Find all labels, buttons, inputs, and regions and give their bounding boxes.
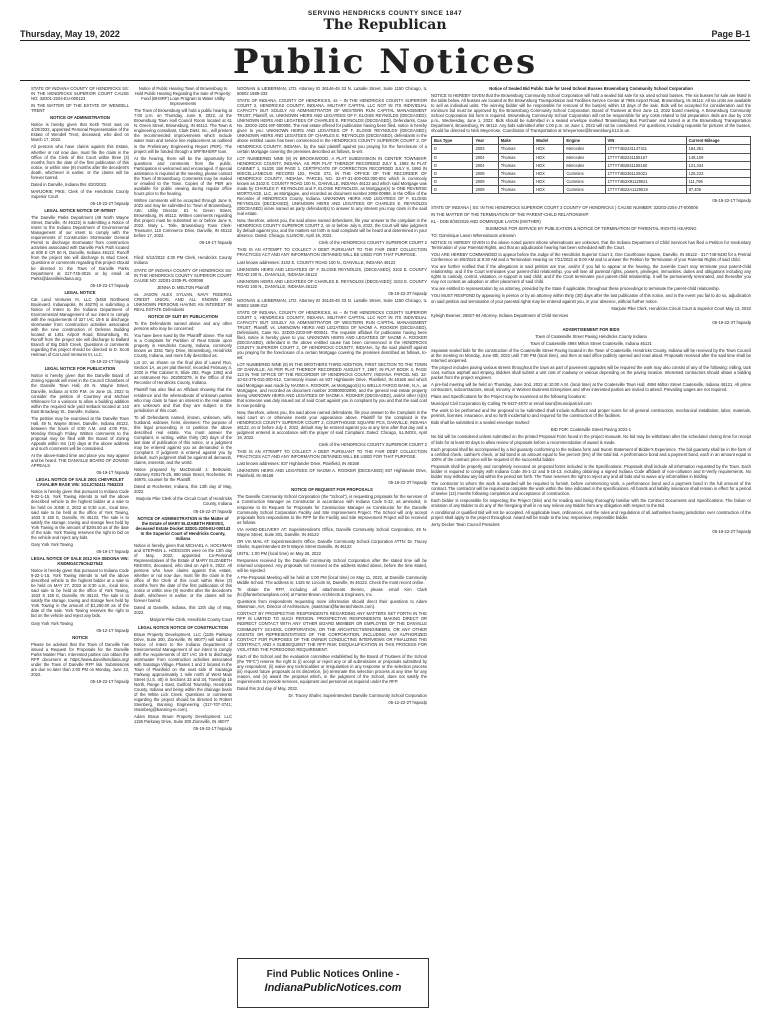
notice-paragraph: THIS IS AN ATTEMPT TO COLLECT A DEBT PURSUANT TO THE FAIR DEBT COLLECTION PRACTICES ACT AND ANY INFORMATION OBTAINED WILL BE USED FOR THAT PURPOSE. — [237, 449, 427, 460]
notice-paragraph: Each bidder is responsible for inspecting the Project (Site) and for reading and being thoroughly familiar with the Contract Documents and Specifications. The failure or omission of any Bidder to do any of the foregoing shall in no way relieve any Bidder from any obligation with respect to the Bid. — [431, 498, 751, 509]
notice-paragraph: A pre-bid meeting will be held on Thursday, June 2nd, 2022 at 10:00 A.M. (local time) at the Coatesville Town Hall, 4994 Milton Street Coatesville, Indiana 46121. All prime contractors, subcontractors, small, minority or Women Business Enterprises and other interested parties are invited to attend. Prevailing wages are not required. — [431, 382, 751, 393]
column-3 — [237, 86, 427, 1006]
bus-table-column-header: Year — [473, 137, 498, 145]
table-cell: D — [432, 161, 473, 169]
notice-paragraph: The Town of Brownsburg will hold a public hearing at 7:00 p.m. on Thursday, June 9, 2022, at the Brownsburg Town Hall Council Room located at 61 N. Green Street, Brownsburg, IN 46112. The Town is engineering consultant, Clark Dietz, Inc., will present the recommended improvements which include water main and service line replacement as outlined in the Preliminary Engineering Report (PER). The project will be funded through a SRF/BHSRF loan. — [134, 108, 232, 154]
notice-signature: 05-19-22-3T hspaxlp — [388, 290, 427, 296]
notice-paragraph: Dated this 2nd day of May, 2022. — [237, 686, 299, 692]
ad-website-link[interactable]: IndianaPublicNotices.com — [264, 982, 402, 994]
notice-paragraph: To all Defendants named, known, unknown, wife, husband, widower, heirs, devisees: The purpose of this legal proceeding is to partition the above described real estate. You must answer the Complaint, in writing, within thirty (30) days of the last date of publication of this notice, or a judgment may be entered against you as demanded in the Complaint. If judgment is entered against you by default, such judgment shall be against all demands, claims, interests, and the world. — [134, 414, 232, 466]
table-cell: 184,361 — [686, 145, 750, 153]
notice-heading: NOTICE OF SUIT BY PUBLICATION — [148, 313, 218, 319]
table-row — [432, 145, 751, 153]
notice-heading: ADVERTISEMENT FOR BIDS — [562, 326, 620, 332]
notice-paragraph: You are entitled to representation by an attorney, provided by the State if applicable, throughout these proceedings to terminate the parent-child relationship. — [431, 286, 720, 292]
notice-paragraph: Gary York York Towing — [31, 620, 73, 626]
notice-paragraph: Last known addresses: 3102 E. COUNTY ROAD 100 N., DANVILLE, INDIANA 46122 — [237, 259, 396, 265]
notice-paragraph: Lot 10, as shown on the final plat of Laurel Run, Section 1A, as per plat thereof, recorded February 4, 2020 in Plat Cabinet 8, Slide 282, Page 136Q and as Instrument No. 202000279, in the Office of the Recorder of Hendricks County, Indiana. — [134, 360, 232, 386]
notice-paragraph: Notice prepared by MacDonald J. Berkowitz, Attorney #29175-25, 890 Main Street, Rochester, IN 46975, counsel for the Plaintiff. — [134, 467, 232, 483]
table-cell: 2008 — [473, 169, 498, 177]
notice-paragraph: Town of Coatesville 4994 Milton Street Coatesville, Indiana 46121 — [530, 340, 652, 346]
notice-paragraph: Kyleigh Beamer, 28827-64 Attorney, Indiana Department of Child Services — [431, 312, 569, 318]
column-1 — [31, 86, 129, 1006]
notice-paragraph: STATE OF INDIANA COUNTY OF HENDRICKS SS: IN THE HENDRICKS SUPERIOR COURT CAUSE NO: 32D01-2204-EU-000123 — [31, 86, 129, 102]
notice-paragraph: KL - DOB 8/30/2019 AND DOMINIQUE LAVON (MOTHER) — [431, 218, 541, 224]
table-cell: 1T7YT4B22A1129019 — [605, 185, 686, 193]
table-cell: 111,796 — [686, 177, 750, 185]
notice-paragraph: Notice is hereby given that pursuant to Indiana Code 9-22-1-15, York Towing intends to sell the above described vehicle to the highest bidder at a sale to be held on JUNE 3, 2022 at 8:30 a.m., local time, said sale to be held at the office of York Towing, 1633 S 150 E, Danville, IN 46122. The sale is to satisfy the storage, towing and storage fees held by York Towing in the amount of $294.50 as of the date of the sale. York Towing reserves the right to bid on the vehicle and reject any bids. — [31, 489, 129, 540]
header-rule-top — [20, 40, 750, 41]
notice-paragraph: Last known addresses: 837 Highlander Drive, Plainfield, IN 46168 — [237, 461, 359, 467]
notice-paragraph: OR VIA MAIL AT: Superintendent's Office, Danville Community School Corporation ATTN: Dr. Tracey Shafer, Superintendent 49 N Wayne Street Danville, IN 46122 — [237, 538, 427, 549]
notice-signature: Marjorie Pike Clerk, Hendricks County Court — [149, 617, 232, 623]
notice-paragraph: Notice is hereby given that MICHAEL A. HOCHMAN and STEPHEN L. HODGSON were on the 12th day of May, 2022, appointed Co-Personal Representatives of the Estate of MARY ELIZABETH REEVES, deceased, who died on April 6, 2022. All persons who have claims against this estate, whether or not now due, must file the claim in the office of the Clerk of this court within three (3) months from the date of the first publication of this notice or within nine (9) months after the decedent's death, whichever is earlier, or the claims will be forever barred. — [134, 542, 232, 604]
notice-paragraph: LOT NUMBERED NINE (9) IN BROOKWOOD, A PLAT SUBDIVISION IN CENTER TOWNSHIP, HENDRICKS COUNTY, INDIANA, AS PER PLAT THEREOF RECORDED JULY 8, 1992 IN PLAT CABINET 1, SLIDE 158 PAGE 1. CERTIFICATE OF CORRECTION RECORDED JULY 8, 1992 IN MISCELLANEOUS RECORD 102, PAGE 373, IN THE OFFICE OF THE RECORDER OF HENDRICKS COUNTY, INDIANA. PARCEL NO. 32-07-31-400-002.000-002 which is commonly known as 3102 E. COUNTY ROAD 100 N., DANVILLE, INDIANA 46122 and which said Mortgage was made by CHARLES F. REYNOLDS and F. ELOISE REYNOLDS, as Mortgagor(s) to ONE REVERSE MORTGAGE, LLC, as Mortgagee, and recorded as document number 2008-00989, in the Office of the Recorder of HENDRICKS County, Indiana. UNKNOWN HEIRS AND LEGATEES OF F. ELOISE REYNOLDS (DECEASED); UNKNOWN HEIRS AND LEGATEES OF CHARLES E. REYNOLDS (DECEASED) is/are named as party defendant(s) to answer to any interest you may claim in the said real estate. — [237, 155, 427, 217]
newspaper-name: The Republican — [323, 17, 447, 33]
notice-signature: 05-19-1T hspaxlp — [96, 470, 129, 476]
bus-table — [431, 136, 751, 193]
bus-table-column-header: Model — [534, 137, 564, 145]
table-cell: 2009 — [473, 185, 498, 193]
notice-paragraph: UNKNOWN HEIRS AND LEGATEES OF F. ELOISE REYNOLDS, (DECEASED); 3102 E. COUNTY ROAD 100 N., DANVILLE, INDIANA 46122 — [237, 266, 427, 277]
notice-signature: Clerk of the HENDRICKS COUNTY SUPERIOR COURT 2 — [318, 442, 427, 448]
notice-paragraph: Notice is hereby given that Keith Trent was on 4/20/2022, appointed Personal Representative of the Estate of Wendell Trent, deceased, who died on March 17, 2022. — [31, 122, 129, 143]
notice-signature: 05-19-22-2T hspaxlp — [712, 529, 751, 535]
notice-paragraph: Gary York York Towing — [31, 541, 73, 547]
notice-paragraph: IN THE MATTER OF THE TERMINATION OF THE PARENT-CHILD RELATIONSHIP: — [431, 211, 590, 217]
notice-paragraph: Notice is hereby given that the Danville Board of Zoning Appeals will meet in the Council Chambers of the Danville Town Hall, 49 N. Wayne Street, Danville, Indiana at 6:00 P.M. on June 15, 2022 to consider the petition of Courtney and Michael Whiteacre for a variance to allow a building addition within the required side yard setback located at 143 East Broadway St., Danville, Indiana. — [31, 373, 129, 414]
table-cell: Thomas — [498, 177, 533, 185]
table-cell: 2003 — [473, 145, 498, 153]
notice-signature: 05-12-1T hspaxlp — [96, 627, 129, 633]
notice-signature: 05-19-22-1T hspaxlp — [193, 726, 232, 732]
notice-paragraph: The project includes paving various streets throughout the town as part of pavement upgrades will be required the work may also consist of any of the following: milling, tack coat, surface asphalt and striping. Bidders shall submit a unit cost of roadway or various depending on the paving location. Interested contractors should obtain a bidding packet from the project engineer. — [431, 364, 751, 381]
notice-paragraph: VIA HAND-DELIVERY AT: Superintendent's Office, Danville Community School Corporation, 49 N. Wayne Street, Suite 301, Danville, IN 46122 — [237, 526, 427, 537]
notice-paragraph: NOTICE IS HEREBY GIVEN that the Brownsburg Community School Corporation will hold a sealed bid sale for six used school busses. The six busses for sale are listed in the table below. All busses are located at the Brownsburg Transportation and Facilities Service Center at 7955 Airport Road, Brownsburg, IN 46112. All six units are available to sell as individual units. The winning bidder will be responsible for removal of the bus(es) within 10 days of the sale. Bids will be accepted for consideration and the minimum bid must be approved by the Brownsburg Community School Corporation, Board of Trustees at their June 13, 2022 board meeting. A Brownsburg Community School Corporation bid form is required. Brownsburg Community School Corporation will not be responsible for any costs related to bid preparation. Bids are due by 1:00 p.m., Wednesday, June 1, 2022. Bids should be submitted in a sealed envelope marked 'Brownsburg Bus Purchase' and turned in at the Brownsburg Transportation Department, Brownsburg, IN 46112. Any bids submitted after 1:00 p.m. on June 1, 2022 will not be considered. For questions, including requests for pictures of the busses, should be directed to Nick Meyerrose, Coordinator of Transportation at nmeyerrose@brownsburg.k12.in.us. — [431, 93, 751, 134]
notice-paragraph: Filed: 5/12/2022 4:30 PM Clerk, Hendricks County Indiana — [134, 255, 232, 266]
notice-paragraph: CONTACT BY PROSPECTIVE RESPONDENTS REGARDING ANY MATTERS SET FORTH IN THE RFP IS LIMITED TO SUCH PERSON. PROSPECTIVE RESPONDENTS MAKING DIRECT OR INDIRECT CONTACT WITH ANY OTHER BOARD MEMBER OR EMPLOYEE OF THE DANVILLE COMMUNITY SCHOOL CORPORATION, OR THE ARCHITECTS/ENGINEERS, OR ANY OTHER AGENTS OR REPRESENTATIVES OF THE CORPORATION, INCLUDING ANY AUTHORIZED CONTACT FOR PURPOSES OF THE OWNER CONDUCTING INTERVIEWS OR FINALIZING THE CONTRACT, AND A SUBSEQUENT THE RFP RISK DISQUALIFICATION IN THIS PROCESS FOR VIOLATING THE FOREGOING REQUIREMENT. — [237, 611, 427, 652]
notice-signature: 05-19-22-3T hspaxlp — [712, 319, 751, 325]
notice-paragraph: To obtain the RFP, including all attachments thereto, please email Kim Clark (kc@fanterbrownplans.com) at Fanter-Brown Architects & Engineers, Inc. — [237, 587, 427, 598]
notice-paragraph: LOT NUMBERED NINE (9) IN THE BROTHERS THIRD ADDITION, FIRST SECTION TO THE TOWN OF DANVILLE, AS PER PLAT THEREOF RECORDED AUGUST 7, 1967, IN PLAT BOOK 4, PAGE 113 IN THE OFFICE OF THE RECORDER OF HENDRICKS COUNTY, INDIANA. PARCEL NO. 32-10-02-276-010.000-012. Commonly known as 837 Highlander Drive, Plainfield, IN 46168 and which said Mortgage was made by NAOMI A. ROOKER, as Mortgagor(s) to WELLS FARGO BANK, N.A., as Mortgagee, and recorded as document number 200800002890, and the general real estate property being UNKNOWN HEIRS AND LEGATEES OF NAOMI A. ROOKER (DECEASED), and/or other (s)(s) that someone was duly issued out of said Court against you in complaint by you and that the said cost is now pending. — [237, 362, 427, 408]
spacer — [134, 247, 232, 253]
notice-paragraph: NOONAN & LIEBERMAN, LTD. Attorney ID 36146-49 33 N. LaSalle Street, Suite 1150 Chicago, IL 60602 1689-333 — [237, 86, 427, 97]
notice-heading: NOTICE — [72, 634, 88, 640]
notice-paragraph: STATE OF INDIANA, COUNTY OF HENDRICKS, ss -- IN THE HENDRICKS COUNTY SUPERIOR COURT 2, HENDRICKS COUNTY, INDIANA. MILITARY CAPITAL LLC NOT IN ITS INDIVIDUAL CAPACITY BUT SOLELY AS ADMINISTRATOR OF WESTERN RUN CAPITAL MANAGEMENT TRUST, Plaintiff, vs. UNKNOWN HEIRS AND LEGATEES OF F. ELOISE REYNOLDS (DECEASED); UNKNOWN HEIRS AND LEGATEES OF CHARLES E. REYNOLDS (DECEASED), Defendants, Case No. 32D02-2201-MF-000006. The real estate offered for publication having been filed, notice is hereby given to you: UNKNOWN HEIRS AND LEGATEES OF F. ELOISE REYNOLDS (DECEASED); UNKNOWN HEIRS AND LEGATEES OF CHARLES E. REYNOLDS (DECEASED), defendants in the above entitled cause has been commenced in the HENDRICKS COUNTY SUPERIOR COURT 2, OF HENDRICKS COUNTY, INDIANA, by the said plaintiff against you praying for the foreclosure of a certain Mortgage covering the premises described as follows, to-wit: — [237, 98, 427, 154]
page-header — [0, 0, 770, 80]
notice-heading: LEGAL NOTICE — [64, 289, 96, 295]
table-cell: D — [432, 169, 473, 177]
table-cell: HDX — [534, 177, 564, 185]
table-cell: D — [432, 177, 473, 185]
notice-paragraph: JENNA D. MELTON Plaintiff — [157, 284, 209, 290]
table-cell: HDX — [534, 185, 564, 193]
section-title: Public Notices — [232, 42, 538, 82]
column-4-notices — [431, 198, 751, 535]
notice-paragraph: Bids shall be submitted in a sealed envelope marked: — [431, 420, 530, 426]
table-cell: 1T7YT4B2841158160 — [605, 161, 686, 169]
notice-paragraph: UNKNOWN HEIRS AND LEGATEES OF NAOMI A. ROOKER (DECEASED) 837 Highlander Drive, Plainfield, IN 46168 — [237, 468, 427, 479]
notice-paragraph: The Danville Community School Corporation (the "School"), is requesting proposals for the services of a Construction Manager as Constructor in accordance with Indiana Code 5-32, as amended, in response to its Request for Proposals for Construction Manager as Constructor for the Danville Community School Corporation Facility and Site Improvement Project. The School will only accept proposals from respondents to the RFP for the Facility and Site Improvement Project will be received as follows. — [237, 494, 427, 525]
notice-paragraph: Braun Property Development, LLC (1155 Parkway Drive, Suite 300, Zionsville, IN 46077) will submit a Notice of Intent to the Indiana Department of Environmental Management of our intent to comply with the requirements of 327 IAC 15-5 to discharge stormwater from construction activities associated with Saratoga Village, Phases 1 and 2 located in the Town of Plainfield on the east side of Saratoga Parkway approximately 1 mile north of West Main Street (U.S. 40) in Sections 33 and 34, Township 15 North, Range 1 East, Guilford Township, Hendricks County, Indiana and being within the drainage basin of the White Lick Creek. Questions or comments regarding the project should be directed to Robert Steinberg, Banning Engineering (317-707-3741; rsteinberg@banning-ei.com). — [134, 631, 232, 713]
bus-table-column-header: Bus Type — [432, 137, 473, 145]
notice-paragraph: TO: Dominique Lavon Whereabouts unknown — [431, 232, 516, 238]
notice-signature: 05-12-22-2T hspaxlp — [388, 700, 427, 706]
notice-heading: NOTICE OF REQUEST FOR PROPOSALS — [291, 487, 373, 493]
notice-paragraph: YOU MUST RESPOND by appearing in person or by an attorney within thirty (30) days after the last publication of this notice, and in the event you fail to do so, adjudication on said petition and termination of your parental rights may be entered against you, in your absence, without further notice. — [431, 293, 751, 304]
notice-signature: 05-19-22-2T hspaxlp — [90, 200, 129, 206]
notice-paragraph: Adam Braun Braun Property Development, LLC 1155 Parkway Drive, Suite 300 Zionsville, IN 46077 — [134, 714, 232, 725]
table-cell: Thomas — [498, 185, 533, 193]
notice-paragraph: You have been sued by the 'Plaintiff' above. The suit is a Complaint for Partition of Real Estate upon property in Hendricks County, Indiana, commonly known as 3261 Tarry Drive, Brownsburg, Hendricks County, Indiana, and more fully described as: — [134, 333, 232, 359]
notice-paragraph: Now, therefore, unless you, the said above named defendants, file your answer to the complaint in the HENDRICKS COUNTY SUPERIOR COURT 2, on or before July 6, 2022, the Court will take judgment by default against you, and the matters set forth in said complaint will be heard and determined in your absence. Dated: Chicago, ILLINOIS, April 19, 2022. — [237, 218, 427, 239]
notice-signature: Marjorie Pike Clerk, Hendricks Circuit Court & Superior Court May 13, 2022 — [611, 305, 751, 311]
notice-signature: 05-19-22-3T hspaxlp — [388, 480, 427, 486]
notice-paragraph: Separate sealed bids for the construction of the Coatesville Street Paving located in the Town of Coatesville, Hendricks County, Indiana will be received by the Town Council at the meeting on Monday, June 6th, 2022 until 7:00 PM (local time), and then at said office publicly opened and read aloud. Proposals received after the said time shall be returned unopened. — [431, 347, 751, 363]
table-cell: 121,434 — [686, 161, 750, 169]
table-cell: Thomas — [498, 153, 533, 161]
notice-signature: 05-19-22-1T hspaxlp — [90, 359, 129, 365]
table-row — [432, 153, 751, 161]
notice-paragraph: STATE OF INDIANA COUNTY OF HENDRICKS SS: IN THE HENDRICKS COUNTY SUPERIOR COURT CAUSE NO: 32D01-2205-PL-000098 — [134, 267, 232, 283]
header-rule-bottom — [20, 80, 750, 81]
notice-paragraph: To the Defendants named above and any other persons who may be concerned: — [134, 320, 232, 331]
notice-paragraph: STATE OF INDIANA ) SS: IN THE HENDRICKS SUPERIOR COURT 3 COUNTY OF HENDRICKS ) CAUSE NUMBER: 32D03-2204-JT-000006 — [431, 204, 698, 210]
notice-heading: LEGAL NOTICE OF SALE 2001 CHEVROLET CAVALIER BASE VIN: 1G1JC52411 7563223 — [36, 477, 124, 488]
column-4 — [431, 86, 751, 1006]
table-row — [432, 161, 751, 169]
table-cell: 148,109 — [686, 153, 750, 161]
bus-table-column-header: Engine — [564, 137, 605, 145]
notice-paragraph: Notice is hereby given that pursuant to Indiana Code 9-22-1-15, York Towing intends to sell the above described vehicle to the highest bidder at a sale to be held on MAY 27, 2022 at 8:30 a.m., local time, said sale to be held at the office of York Towing, 1633 S 150 E, Danville, IN 46122. The sale is to satisfy the storage, towing and storage fees held by York Towing in the amount of $1,250.00 as of the date of the sale. York Towing reserves the right to bid on the vehicle and reject any bids. — [31, 568, 129, 619]
notice-paragraph: SUMMONS FOR SERVICE BY PUBLICATION & NOTICE OF TERMINATION OF PARENTAL RIGHTS HEARING — [485, 225, 697, 231]
table-cell: Thomas — [498, 161, 533, 169]
notice-paragraph: The contractor to whom the work is awarded will be required to furnish, before commencing work, a performance bond and a payment bond in the full amount of the contract. The contractor will be required to complete the work within the time indicated in the specifications. All bonds and liability insurance shall remain in effect for a period of twelve (12) months following completion and acceptance of construction. — [431, 480, 751, 496]
notice-signature: 05-19-22-1T hspaxlp — [90, 282, 129, 288]
notice-paragraph: UNKNOWN HEIRS AND LEGATEES OF CHARLES E. REYNOLDS (DECEASED); 3102 E. COUNTY ROAD 100 N., DANVILLE, INDIANA 46122 — [237, 278, 427, 289]
notice-paragraph: Dated in Danville, Indiana this 4/20/2022. — [31, 181, 108, 187]
table-row — [432, 169, 751, 177]
online-notices-ad[interactable] — [237, 958, 429, 1008]
notice-paragraph: Responses received by the Danville Community School Corporation after the stated time will be returned unopened. Any proposals not received at the address stated above, before the time stated, will be rejected. — [237, 557, 427, 574]
issue-date: Thursday, May 19, 2022 — [20, 29, 120, 39]
notice-paragraph: NOONAN & LIEBERMAN, LTD. Attorney ID 36145-49 33 N. LaSalle Street, Suite 1150 Chicago, IL 60602 1689-312 — [237, 297, 427, 308]
notice-paragraph: Notice of Public Hearing Town of Brownsburg to Hold Public Hearing Regarding the Sale of Property: Fund (BHSRF) Loan Program to Water Utility Improvements — [134, 86, 232, 107]
notice-signature: 05-19-22-1T hspaxlp — [712, 197, 751, 203]
bus-table-body — [432, 145, 751, 193]
notice-heading: LEGAL NOTICE FOR PUBLICATION — [44, 366, 116, 372]
notice-paragraph: NOTICE IS HEREBY GIVEN to the above noted parent whose whereabouts are unknown, that the Indiana Department of Child Services has filed a Petition for Involuntary Termination of your Parental Rights, and that an adjudication hearing has been scheduled with the Court. — [431, 240, 751, 251]
table-cell: Mercedes — [564, 145, 605, 153]
table-cell: D — [432, 145, 473, 153]
notice-paragraph: Dated at Rochester, Indiana, this 13th day of May, 2022. — [134, 484, 232, 495]
table-cell: 1T7YT4B2361126021 — [605, 169, 686, 177]
bus-table-column-header: VIN — [605, 137, 686, 145]
notice-paragraph: All persons who have claims against this Estate, whether or not now due, must file the claim in the Office of the Clerk of this Court within three (3) months from the date of the first publication of this notice, or within nine (9) months after the decedent's death, whichever is earlier, or the claims will be forever barred. — [31, 144, 129, 180]
notice-signature: 05-19-1T hspaxlp — [96, 548, 129, 554]
table-cell: HDX — [534, 169, 564, 177]
table-cell: HDX — [534, 145, 564, 153]
notice-paragraph: THIS IS AN ATTEMPT TO COLLECT A DEBT PURSUANT TO THE FAIR DEBT COLLECTION PRACTICES ACT AND ANY INFORMATION OBTAINED WILL BE USED FOR THAT PURPOSE. — [237, 247, 427, 258]
notice-paragraph: UNTIL: 1:00 PM (local time) on May 26, 2022 — [237, 550, 322, 556]
column-2 — [134, 86, 232, 1006]
bus-table-column-header: Current Mileage — [686, 137, 750, 145]
table-cell: 87,405 — [686, 185, 750, 193]
table-cell: 1T7YT4B2431147311 — [605, 145, 686, 153]
notice-paragraph: A Pre-Proposal Meeting will be held at 1:00 PM (local time) on May 11, 2022, at Danville Community Middle School. The address is: 1425 W. Lincoln St, Danville, IN 46122. Check the most recent online. — [237, 575, 427, 586]
table-cell: Thomas — [498, 145, 533, 153]
notice-paragraph: YOU ARE HEREBY COMMANDED to appear before the Judge of the Hendricks Superior Court 3, One Courthouse Square, Danville, IN 46122 - 317-745-9430 for a Pretrial Conference on 6/6/2022 at 8:30 AM and a Termination Hearing on 7/21/2022 at 8:00 AM and to answer the Petition for Termination of your Parental Rights of said child. — [431, 252, 751, 263]
table-cell: Mercedes — [564, 161, 605, 169]
bus-table-header — [432, 137, 751, 145]
notice-paragraph: The work to be performed and the proposal to be submitted shall include sufficient and proper sums for all general construction, mechanical installation, labor, materials, permits, licenses, insurance, and so forth incidental to and required for the construction of the facilities. — [431, 408, 751, 419]
notice-paragraph: A conditional or qualified Bid will not be accepted. All applicable laws, ordinances, and the rules and regulations of all authorities having jurisdiction over construction of the project shall apply to the project throughout. Award will be made to the low, responsive, responsible bidder. — [431, 510, 751, 521]
notice-paragraph: No bid will be considered unless submitted on the printed Proposal Form found in the project manuals. No bid may be withdrawn after the scheduled closing time for receipt of bids for at least 60 days to allow review of proposals before a recommendation of award is made. — [431, 434, 751, 445]
column-4-intro — [431, 86, 751, 133]
notice-signature: 05-19-1T hspaxlp — [199, 240, 232, 246]
table-row — [432, 177, 751, 185]
table-cell: Cummins — [564, 185, 605, 193]
table-cell: 1T7YT4B2X91129021 — [605, 177, 686, 185]
notice-paragraph: Dated at Danville, Indiana, this 12th day of May, 2022. — [134, 605, 232, 616]
bus-table-column-header: Make — [498, 137, 533, 145]
notice-signature: Dr. Tracey Shafer, Superintendent Danville Community School Corporation — [288, 693, 427, 699]
notice-paragraph: Each of the School and the evaluation committee established by the Board of Trustees of the School (the "RFC") reserve the right to (i) accept or reject any or all submissions or proposals submitted by any respondent, (ii) waive any technicalities or irregularities in any response or the selection process (iii) request future proposals at its discretion, (iv) terminate this selection process at any time for any reason, and (v) award the proposal which, in the judgment of the School, does not satisfy the requirements to provide services, equipment and personnel as required under the RFP. — [237, 653, 427, 684]
table-cell: Thomas — [498, 169, 533, 177]
notice-heading: LEGAL NOTICE NOTICE OF INTENT — [44, 207, 116, 213]
table-cell: D — [432, 153, 473, 161]
ad-line-1: Find Public Notices Online - — [266, 969, 400, 980]
table-cell: D — [432, 185, 473, 193]
notice-signature: 05-19-22-1T hspaxlp — [90, 678, 129, 684]
notice-paragraph: Now, therefore, unless you, the said above named defendants, file your answer to the Complaint in the said court on or otherwise ments your appearance above. Plaintiff for the complaint in the HENDRICKS COUNTY SUPERIOR COURT 2, COURTHOUSE SQUARE PCS, DANVILLE, INDIANA 46122, on or before July 4, 2022, default may be entered against you at any time after that day and a judgment entered in accordance with the prayer of said Complaint. Dated: Chicago, ILLINOIS, April 19, 2022. — [237, 409, 427, 440]
notice-paragraph: Plans and Specifications for the Project may be examined at the following locations: — [431, 394, 587, 400]
table-cell: Cummins — [564, 169, 605, 177]
notice-paragraph: You are further notified that if the allegations in said petition are true, and/or if you fail to appear at the hearing, the Juvenile Court may terminate your parent-child relationship; and if the Court terminates your parent-child relationship, you will lose all parental rights, powers, privileges, immunities, duties and obligations including any rights to custody, control, visitation, or support in said child; and if the Court terminates your parent-child relationship, it will be permanently terminated, and thereafter you may not contest an adoption or other placement of said child. — [431, 264, 751, 285]
notice-paragraph: Please be advised that the Town of Danville has issued a Request for Proposals for the Danville Parks Master Plan. Interested parties can obtain the RFP document at https://www.danvilleindiana.org/ under the Town of Danville RFP link. Submissions are due no later than 2:00 PM on Monday, June 13, 2022. — [31, 641, 129, 677]
notice-paragraph: At the hearing, there will be the opportunity for questions and comments from the public. Participation is welcomed and encouraged. If special assistance is required at the meeting, please contact the Town of Brownsburg. Comments may be mailed or emailed to the Town. Copies of the PER are available for public viewing during regular office hours prior to the hearing. — [134, 155, 232, 196]
notice-paragraph: The petition may be examined at the Danville Town Hall, 49 N. Wayne Street, Danville, Indiana 46122, between the hours of 8:00 A.M. and 4:00 P.M., Monday through Friday. Written comments to the proposal may be filed with the Board of Zoning Appeals within ten (10) days at the above address and such comments will be considered. — [31, 415, 129, 452]
notice-paragraph: Questions from respondents requesting more information should direct their questions to Adam Wassman, AIA, Director of Architecture, (wassman@fanterarchitects.com). — [237, 599, 427, 610]
notice-paragraph: STATE OF INDIANA, COUNTY OF HENDRICKS, ss -- IN THE HENDRICKS COUNTY SUPERIOR COURT 1, HENDRICKS COUNTY, INDIANA. MILITARY CAPITAL LLC NOT IN ITS INDIVIDUAL CAPACITY BUT SOLELY AS ADMINISTRATOR OF WESTERN RUN CAPITAL MANAGEMENT TRUST, Plaintiff, vs. UNKNOWN HEIRS AND LEGATEES OF NAOMI A. ROOKER (DECEASED), Defendants, Case No. 32D02-2203-MF-000041. The requisite affidavit for publication having been filed, notice is hereby given to you: UNKNOWN HEIRS AND LEGATEES OF NAOMI A. ROOKER (DECEASED), defendant in the above entitled cause has been commenced in the HENDRICKS COUNTY SUPERIOR COURT 2, OF HENDRICKS COUNTY, INDIANA, by the said plaintiff against you praying for the foreclosure of a certain Mortgage covering the premises described as follows, to-wit: — [237, 309, 427, 361]
notice-heading: NOTICE OF ADMINISTRATION — [50, 115, 110, 121]
notice-paragraph: IN THE MATTER OF THE ESTATE OF WENDELL TRENT — [31, 103, 129, 114]
notice-heading: LEGAL NOTICE NOTICE OF CONSTRUCTION — [138, 624, 228, 630]
table-cell: Mercedes — [564, 153, 605, 161]
tagline: SERVING HENDRICKS COUNTY SINCE 1847 — [307, 10, 463, 17]
notice-paragraph: Jerry Decker Town Council President — [431, 522, 500, 528]
notice-paragraph: Written comments will be accepted through June 9, 2022 and may be submitted to: Town of Brownsburg, Attn: Utility Director, 61 N. Green Street, Brownsburg, IN 46112. Written comments regarding this project must be submitted on or before June 9, 2022. Mary L. Tolle, Brownsburg Town Clerk-Treasurer, 110 Commerce Drive, Danville, IN 46122 before 17, 2022. — [134, 197, 232, 239]
page-number: Page B-1 — [711, 29, 750, 39]
table-cell: 2009 — [473, 177, 498, 185]
notice-paragraph: Cat Land Ventures III, LLC (5455 Northwest Boulevard, Indianapolis, IN 46278) is submitting a Notice of Intent to the Indiana Department of Environmental Management of our intent to comply with the requirements of 327 IAC 15-5 to discharge stormwater from construction activities associated with the new construction of Defense Building located at 1451 Airport Road, Brownsburg, IN. Runoff from the project site will discharge to Ballard Branch of Big Ditch Creek. Questions or comments regarding this project should be directed to D. Scott Heitman of Cat Land Ventures III, LLC. — [31, 296, 129, 358]
notice-signature: Marjorie Pike Clerk of the Circuit Court of Hendricks County, Indiana — [136, 496, 232, 507]
notice-paragraph: MARJORIE PIKE, Clerk of the Hendricks County Superior Court — [31, 188, 129, 199]
notice-signature: 05-19-22-3T hspaxlp — [193, 508, 232, 514]
notice-paragraph: BID FOR: Coatesville Street Paving 2022-1 — [550, 427, 632, 433]
table-cell: 2004 — [473, 153, 498, 161]
notice-paragraph: Plaintiff has also filed an Affidavit showing that the residence and the whereabouts of unknown parties who may claim to have an interest in the real estate are unknown and that they are subject to the jurisdiction of this court. — [134, 387, 232, 413]
notice-heading: LEGAL NOTICE OF SALE 2012 KIA SEDONA VIN: KNDMG4C75C6427543 — [31, 555, 129, 566]
table-row — [432, 185, 751, 193]
table-cell: HDX — [534, 161, 564, 169]
notice-heading: Notice of Sealed Bid Public Sale for Used School Busses Brownsburg Community School Corporation — [489, 86, 693, 91]
table-cell: Cummins — [564, 177, 605, 185]
table-cell: 1T7YT4B2241155167 — [605, 153, 686, 161]
table-cell: 2004 — [473, 161, 498, 169]
notice-paragraph: Municipal Civil Corporation by Calling 76-5427-4670 or email town@municipalcivil.com — [431, 401, 592, 407]
notice-paragraph: Town of Coatesville Street Paving Hendricks County Indiana — [535, 333, 647, 339]
notice-signature: Clerk of the HENDRICKS COUNTY SUPERIOR COURT 2 — [318, 240, 427, 246]
table-cell: HDX — [534, 153, 564, 161]
notice-paragraph: At the above-stated time and place you may appear and be heard. THE DANVILLE BOARD OF ZONING APPEALS — [31, 453, 129, 469]
notice-heading: NOTICE OF ADMINISTRATION In the Matter of the Estate of MARY ELIZABETH REEVES, deceased Estate Docket 32D01-2205-EU-000143 In the Superior Court of Hendricks County, Indiana — [135, 515, 231, 541]
notice-paragraph: The Danville Parks Department (49 North Wayne Street, Danville, IN 46122) is submitting a Notice of Intent to the Indiana Department of Environmental Management of our intent to comply with the requirements of Construction Stormwater General Permit to discharge stormwater from construction activities associated with Danville Park Path located at 800 E CR 50 N, Danville, Indiana 46122. Runoff from the project site will discharge to Mud Creek. Questions or comments regarding this project should be directed to the Town of Danville Parks Department at 317-745-3015 or by email at Parks@danvilleindiana.org. — [31, 215, 129, 281]
notice-paragraph: Proposals shall be properly and completely executed on proposal forms included in the Specifications. Proposals shall include all information requested by the Town. Each bidder is required to comply with Indiana Code 36-1-12 and 5-16-13, including obtaining a signed Indiana Code affidavit of non-collusion and E-Verify requirements. No bidder may withdraw any bid within the period set forth. The Town reserves the right to reject any and all bids and to waive any informalities in bidding. — [431, 463, 751, 479]
notice-paragraph: Each proposal shall be accompanied by a bid guaranty conforming to the Indiana form and Sworn Statement of Bidder's Experience. The bid guaranty shall be in the form of a certified check, cashier's check, or bid bond in an amount equal to five percent (5%) of the total bid. A performance bond and a payment bond, each in an amount equal to 100% of the contract price will be required of the successful bidder. — [431, 446, 751, 462]
table-cell: 125,232 — [686, 169, 750, 177]
notice-paragraph: vs. JASON ALEX SYLVAN, NAVY FEDERAL CREDIT UNION, AND ALL KNOWN AND UNKNOWN PERSONS HAVING AN INTEREST IN REAL ESTATE Defendants — [134, 291, 232, 312]
